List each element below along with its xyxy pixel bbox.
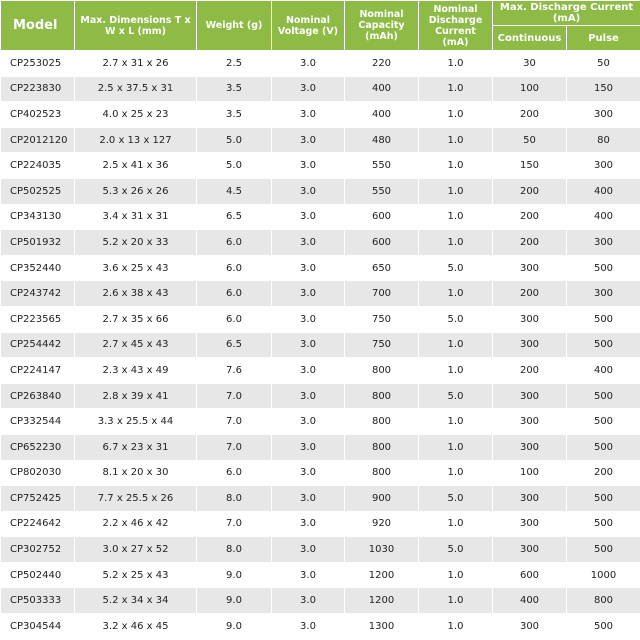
cell-discharge-current: 1.0: [419, 562, 493, 588]
cell-discharge-current: 1.0: [419, 127, 493, 153]
table-body: [1, 51, 640, 640]
cell-model: CP503333: [1, 588, 75, 614]
cell-weight: 6.0: [197, 460, 272, 486]
cell-continuous: 300: [493, 383, 567, 409]
cell-dimensions: 5.3 x 26 x 26: [75, 178, 197, 204]
cell-weight: 6.0: [197, 230, 272, 256]
cell-continuous: 100: [493, 76, 567, 102]
header-pulse: Pulse: [567, 26, 640, 51]
cell-pulse: 500: [567, 409, 640, 435]
cell-capacity: 600: [345, 204, 419, 230]
cell-dimensions: 2.5 x 37.5 x 31: [75, 76, 197, 102]
table-row: [1, 230, 640, 256]
table-row: [1, 562, 640, 588]
cell-dimensions: 2.7 x 45 x 43: [75, 332, 197, 358]
cell-model: CP752425: [1, 486, 75, 512]
cell-discharge-current: 1.0: [419, 76, 493, 102]
cell-discharge-current: 5.0: [419, 537, 493, 563]
cell-model: CP254442: [1, 332, 75, 358]
cell-pulse: 300: [567, 102, 640, 128]
cell-voltage: 3.0: [272, 358, 345, 384]
cell-weight: 6.0: [197, 255, 272, 281]
cell-model: CP343130: [1, 204, 75, 230]
cell-continuous: 300: [493, 511, 567, 537]
table-row: [1, 358, 640, 384]
cell-voltage: 3.0: [272, 486, 345, 512]
cell-discharge-current: 1.0: [419, 614, 493, 640]
cell-voltage: 3.0: [272, 332, 345, 358]
cell-capacity: 220: [345, 51, 419, 77]
cell-model: CP223830: [1, 76, 75, 102]
cell-dimensions: 4.0 x 25 x 23: [75, 102, 197, 128]
cell-capacity: 800: [345, 460, 419, 486]
cell-capacity: 700: [345, 281, 419, 307]
cell-weight: 7.0: [197, 383, 272, 409]
cell-voltage: 3.0: [272, 153, 345, 179]
cell-pulse: 500: [567, 255, 640, 281]
table-row: [1, 127, 640, 153]
cell-model: CP263840: [1, 383, 75, 409]
cell-model: CP352440: [1, 255, 75, 281]
cell-continuous: 400: [493, 588, 567, 614]
cell-dimensions: 8.1 x 20 x 30: [75, 460, 197, 486]
cell-discharge-current: 1.0: [419, 230, 493, 256]
cell-pulse: 500: [567, 434, 640, 460]
cell-capacity: 400: [345, 76, 419, 102]
cell-pulse: 500: [567, 511, 640, 537]
cell-weight: 8.0: [197, 486, 272, 512]
cell-voltage: 3.0: [272, 255, 345, 281]
cell-continuous: 300: [493, 486, 567, 512]
cell-model: CP802030: [1, 460, 75, 486]
cell-weight: 7.0: [197, 409, 272, 435]
cell-dimensions: 2.7 x 35 x 66: [75, 306, 197, 332]
cell-weight: 3.5: [197, 102, 272, 128]
cell-voltage: 3.0: [272, 127, 345, 153]
cell-pulse: 800: [567, 588, 640, 614]
cell-pulse: 50: [567, 51, 640, 77]
table-row: [1, 51, 640, 77]
cell-capacity: 550: [345, 153, 419, 179]
cell-discharge-current: 1.0: [419, 281, 493, 307]
cell-discharge-current: 1.0: [419, 102, 493, 128]
cell-weight: 9.0: [197, 614, 272, 640]
cell-weight: 5.0: [197, 153, 272, 179]
cell-continuous: 30: [493, 51, 567, 77]
cell-voltage: 3.0: [272, 102, 345, 128]
cell-pulse: 200: [567, 460, 640, 486]
cell-model: CP402523: [1, 102, 75, 128]
cell-voltage: 3.0: [272, 51, 345, 77]
header-nominal-capacity: Nominal Capacity (mAh): [345, 1, 419, 51]
table-row: [1, 588, 640, 614]
cell-weight: 6.0: [197, 306, 272, 332]
cell-pulse: 400: [567, 178, 640, 204]
cell-voltage: 3.0: [272, 76, 345, 102]
cell-dimensions: 7.7 x 25.5 x 26: [75, 486, 197, 512]
cell-discharge-current: 1.0: [419, 460, 493, 486]
cell-pulse: 300: [567, 281, 640, 307]
cell-weight: 7.0: [197, 511, 272, 537]
cell-discharge-current: 1.0: [419, 434, 493, 460]
header-continuous: Continuous: [493, 26, 567, 51]
cell-voltage: 3.0: [272, 409, 345, 435]
cell-model: CP304544: [1, 614, 75, 640]
cell-weight: 7.0: [197, 434, 272, 460]
cell-model: CP224642: [1, 511, 75, 537]
cell-pulse: 500: [567, 383, 640, 409]
table-row: [1, 511, 640, 537]
table-row: [1, 255, 640, 281]
cell-capacity: 1300: [345, 614, 419, 640]
cell-model: CP224147: [1, 358, 75, 384]
cell-discharge-current: 1.0: [419, 332, 493, 358]
cell-discharge-current: 5.0: [419, 383, 493, 409]
cell-discharge-current: 1.0: [419, 51, 493, 77]
cell-continuous: 300: [493, 332, 567, 358]
cell-continuous: 300: [493, 306, 567, 332]
cell-continuous: 200: [493, 178, 567, 204]
cell-continuous: 200: [493, 204, 567, 230]
cell-discharge-current: 5.0: [419, 306, 493, 332]
cell-voltage: 3.0: [272, 537, 345, 563]
table-row: [1, 383, 640, 409]
cell-capacity: 400: [345, 102, 419, 128]
cell-capacity: 800: [345, 409, 419, 435]
cell-voltage: 3.0: [272, 383, 345, 409]
cell-capacity: 900: [345, 486, 419, 512]
cell-voltage: 3.0: [272, 562, 345, 588]
cell-pulse: 1000: [567, 562, 640, 588]
cell-discharge-current: 1.0: [419, 178, 493, 204]
cell-dimensions: 5.2 x 25 x 43: [75, 562, 197, 588]
table-header: [1, 1, 640, 51]
cell-model: CP243742: [1, 281, 75, 307]
cell-capacity: 600: [345, 230, 419, 256]
cell-dimensions: 3.6 x 25 x 43: [75, 255, 197, 281]
table-row: [1, 153, 640, 179]
cell-voltage: 3.0: [272, 178, 345, 204]
cell-dimensions: 3.2 x 46 x 45: [75, 614, 197, 640]
cell-model: CP224035: [1, 153, 75, 179]
cell-continuous: 200: [493, 230, 567, 256]
cell-dimensions: 2.3 x 43 x 49: [75, 358, 197, 384]
cell-voltage: 3.0: [272, 230, 345, 256]
cell-weight: 6.5: [197, 204, 272, 230]
cell-pulse: 150: [567, 76, 640, 102]
cell-model: CP223565: [1, 306, 75, 332]
cell-dimensions: 6.7 x 23 x 31: [75, 434, 197, 460]
cell-model: CP502440: [1, 562, 75, 588]
cell-weight: 7.6: [197, 358, 272, 384]
cell-capacity: 1200: [345, 562, 419, 588]
cell-continuous: 200: [493, 358, 567, 384]
header-nominal-discharge-current: Nominal Discharge Current (mA): [419, 1, 493, 51]
table-row: [1, 486, 640, 512]
cell-dimensions: 5.2 x 20 x 33: [75, 230, 197, 256]
cell-pulse: 400: [567, 204, 640, 230]
table-row: [1, 409, 640, 435]
cell-dimensions: 2.8 x 39 x 41: [75, 383, 197, 409]
cell-continuous: 50: [493, 127, 567, 153]
cell-capacity: 800: [345, 383, 419, 409]
cell-capacity: 1200: [345, 588, 419, 614]
table-row: [1, 178, 640, 204]
cell-dimensions: 2.6 x 38 x 43: [75, 281, 197, 307]
cell-continuous: 200: [493, 102, 567, 128]
table-row: [1, 281, 640, 307]
cell-voltage: 3.0: [272, 434, 345, 460]
cell-weight: 5.0: [197, 127, 272, 153]
cell-capacity: 750: [345, 332, 419, 358]
header-weight: Weight (g): [197, 1, 272, 51]
cell-model: CP332544: [1, 409, 75, 435]
cell-voltage: 3.0: [272, 460, 345, 486]
cell-pulse: 500: [567, 486, 640, 512]
cell-pulse: 300: [567, 230, 640, 256]
cell-pulse: 500: [567, 614, 640, 640]
cell-pulse: 500: [567, 306, 640, 332]
cell-voltage: 3.0: [272, 588, 345, 614]
header-model: Model: [1, 1, 75, 51]
cell-weight: 6.5: [197, 332, 272, 358]
cell-model: CP302752: [1, 537, 75, 563]
cell-discharge-current: 1.0: [419, 358, 493, 384]
table-row: [1, 204, 640, 230]
cell-model: CP501932: [1, 230, 75, 256]
cell-capacity: 550: [345, 178, 419, 204]
cell-continuous: 150: [493, 153, 567, 179]
table-row: [1, 76, 640, 102]
table-row: [1, 434, 640, 460]
cell-continuous: 300: [493, 409, 567, 435]
cell-model: CP2012120: [1, 127, 75, 153]
cell-capacity: 650: [345, 255, 419, 281]
cell-discharge-current: 1.0: [419, 588, 493, 614]
table-row: [1, 306, 640, 332]
table-row: [1, 102, 640, 128]
cell-continuous: 600: [493, 562, 567, 588]
header-dimensions: Max. Dimensions T x W x L (mm): [75, 1, 197, 51]
cell-capacity: 800: [345, 434, 419, 460]
cell-pulse: 80: [567, 127, 640, 153]
cell-pulse: 500: [567, 332, 640, 358]
cell-dimensions: 5.2 x 34 x 34: [75, 588, 197, 614]
cell-dimensions: 3.3 x 25.5 x 44: [75, 409, 197, 435]
table-row: [1, 614, 640, 640]
cell-dimensions: 2.5 x 41 x 36: [75, 153, 197, 179]
cell-voltage: 3.0: [272, 306, 345, 332]
cell-pulse: 400: [567, 358, 640, 384]
cell-continuous: 300: [493, 537, 567, 563]
cell-continuous: 200: [493, 281, 567, 307]
cell-discharge-current: 1.0: [419, 204, 493, 230]
cell-model: CP253025: [1, 51, 75, 77]
cell-voltage: 3.0: [272, 511, 345, 537]
cell-weight: 8.0: [197, 537, 272, 563]
cell-pulse: 500: [567, 537, 640, 563]
cell-model: CP652230: [1, 434, 75, 460]
header-max-discharge-current: Max. Discharge Current (mA): [493, 1, 640, 26]
table-row: [1, 332, 640, 358]
cell-voltage: 3.0: [272, 281, 345, 307]
cell-capacity: 800: [345, 358, 419, 384]
cell-dimensions: 3.4 x 31 x 31: [75, 204, 197, 230]
cell-dimensions: 2.7 x 31 x 26: [75, 51, 197, 77]
cell-dimensions: 3.0 x 27 x 52: [75, 537, 197, 563]
header-nominal-voltage: Nominal Voltage (V): [272, 1, 345, 51]
cell-weight: 3.5: [197, 76, 272, 102]
cell-voltage: 3.0: [272, 614, 345, 640]
cell-continuous: 300: [493, 255, 567, 281]
cell-weight: 6.0: [197, 281, 272, 307]
cell-model: CP502525: [1, 178, 75, 204]
cell-capacity: 750: [345, 306, 419, 332]
cell-capacity: 1030: [345, 537, 419, 563]
cell-discharge-current: 1.0: [419, 409, 493, 435]
table-row: [1, 537, 640, 563]
cell-weight: 9.0: [197, 562, 272, 588]
cell-continuous: 100: [493, 460, 567, 486]
cell-discharge-current: 1.0: [419, 153, 493, 179]
cell-weight: 4.5: [197, 178, 272, 204]
cell-weight: 9.0: [197, 588, 272, 614]
cell-capacity: 920: [345, 511, 419, 537]
cell-discharge-current: 5.0: [419, 486, 493, 512]
cell-voltage: 3.0: [272, 204, 345, 230]
cell-capacity: 480: [345, 127, 419, 153]
cell-dimensions: 2.2 x 46 x 42: [75, 511, 197, 537]
cell-dimensions: 2.0 x 13 x 127: [75, 127, 197, 153]
cell-discharge-current: 1.0: [419, 511, 493, 537]
cell-weight: 2.5: [197, 51, 272, 77]
cell-continuous: 300: [493, 614, 567, 640]
cell-continuous: 300: [493, 434, 567, 460]
table-row: [1, 460, 640, 486]
cell-discharge-current: 5.0: [419, 255, 493, 281]
cell-pulse: 300: [567, 153, 640, 179]
